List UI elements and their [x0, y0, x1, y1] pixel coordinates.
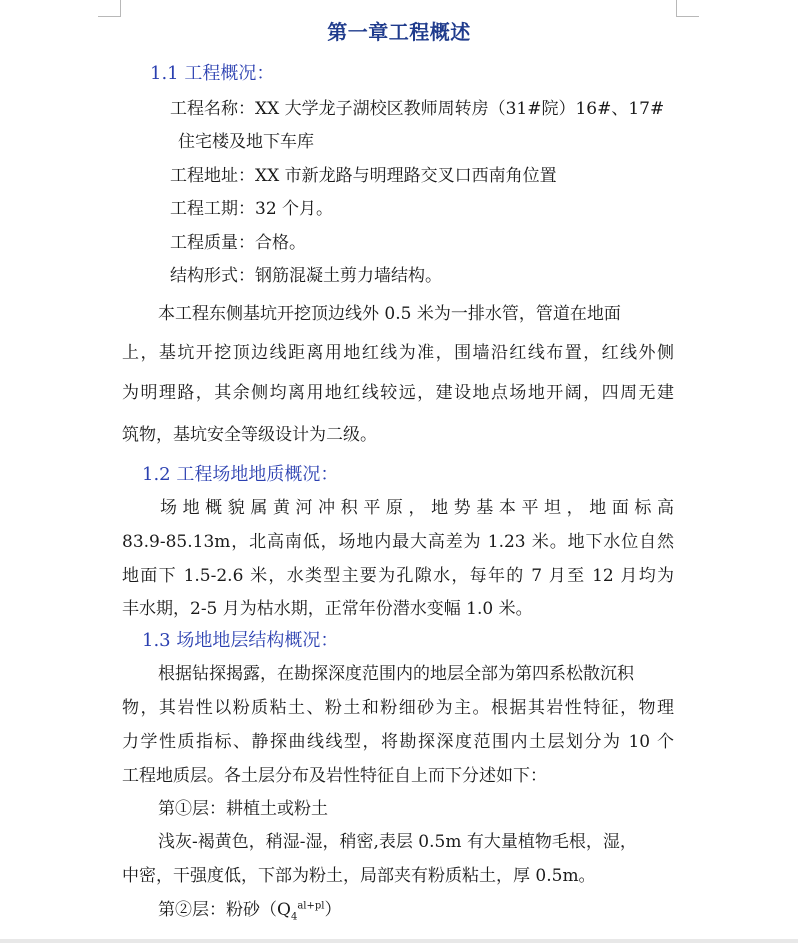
chapter-title: 第一章工程概述	[327, 20, 471, 44]
layer-2-sub: 4	[290, 911, 298, 923]
project-address: 工程地址：XX 市新龙路与明理路交叉口西南角位置	[170, 166, 557, 186]
project-name-line-1: 工程名称：XX 大学龙子湖校区教师周转房（31#院）16#、17#	[170, 99, 665, 119]
s2-para-line: 丰水期，2-5 月为枯水期，正常年份潜水变幅 1.0 米。	[122, 599, 533, 619]
layer-1-desc-line: 中密，干强度低，下部为粉土，局部夹有粉质粘土，厚 0.5m。	[122, 866, 596, 886]
section-heading-1-3: 1.3 场地地层结构概况：	[142, 630, 339, 651]
layer-2-sup: al+pl	[297, 900, 325, 912]
crop-mark-top-left	[98, 0, 121, 17]
layer-2-q: Q	[277, 900, 291, 920]
structure-type: 结构形式：钢筋混凝土剪力墙结构。	[170, 266, 442, 286]
crop-mark-top-right	[676, 0, 699, 17]
s3-para-line: 物，其岩性以粉质粘土、粉土和粉细砂为主。根据其岩性特征，物理	[122, 698, 674, 718]
s3-para-line: 力学性质指标、静探曲线线型，将勘探深度范围内土层划分为 10 个	[122, 732, 674, 752]
s2-para-line: 83.9-85.13m，北高南低，场地内最大高差为 1.23 米。地下水位自然	[122, 532, 674, 552]
layer-2-title	[158, 895, 341, 922]
page-bottom-edge	[0, 939, 798, 943]
project-period: 工程工期：32 个月。	[170, 199, 334, 219]
s1-para-line: 本工程东侧基坑开挖顶边线外 0.5 米为一排水管，管道在地面	[158, 304, 621, 324]
s1-para-line: 筑物，基坑安全等级设计为二级。	[122, 425, 377, 445]
layer-2-title-text: 第②层：粉砂（	[158, 900, 277, 920]
s1-para-line: 为明理路，其余侧均离用地红线较远，建设地点场地开阔，四周无建	[122, 383, 674, 403]
section-heading-1-1: 1.1 工程概况：	[150, 63, 275, 84]
s2-para-line: 地面下 1.5-2.6 米，水类型主要为孔隙水，每年的 7 月至 12 月均为	[122, 566, 674, 586]
s1-para-line: 上，基坑开挖顶边线距离用地红线为准，围墙沿红线布置，红线外侧	[122, 343, 674, 363]
section-heading-1-2: 1.2 工程场地地质概况：	[142, 464, 339, 485]
s2-para-line: 场地概貌属黄河冲积平原，地势基本平坦，地面标高	[160, 498, 674, 518]
s3-para-line: 工程地质层。各土层分布及岩性特征自上而下分述如下：	[122, 766, 547, 786]
s3-para-line: 根据钻探揭露，在勘探深度范围内的地层全部为第四系松散沉积	[158, 664, 634, 684]
layer-2-close: ）	[324, 900, 342, 920]
project-name-line-2: 住宅楼及地下车库	[178, 132, 314, 152]
layer-1-desc-line: 浅灰-褐黄色，稍湿-湿，稍密,表层 0.5m 有大量植物毛根，湿，	[158, 832, 637, 852]
project-quality: 工程质量：合格。	[170, 233, 306, 253]
layer-1-title: 第①层：耕植土或粉土	[158, 799, 328, 819]
